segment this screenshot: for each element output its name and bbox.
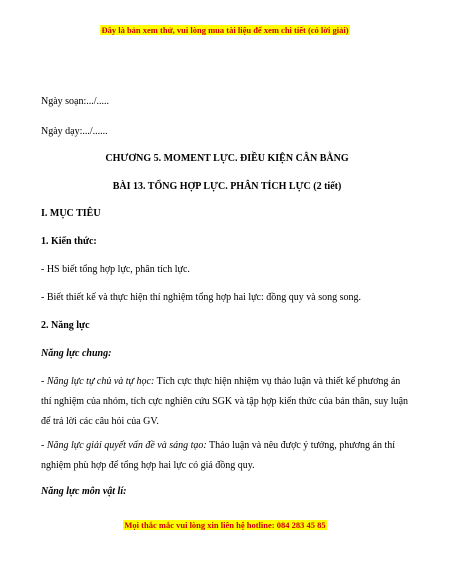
date-taught: Ngày dạy:.../...... [41, 126, 108, 137]
lesson-title: BÀI 13. TỔNG HỢP LỰC. PHÂN TÍCH LỰC (2 tiết) [112, 181, 342, 192]
physics-competence-heading: Năng lực môn vật lí: [41, 486, 127, 497]
footer-notice-text: Mọi thắc mắc vui lòng xin liên hệ hotline: 084 283 45 85 [124, 520, 326, 530]
subsection-knowledge: 1. Kiến thức: [41, 236, 97, 247]
problem-solving-paragraph [41, 436, 413, 476]
header-notice [0, 25, 450, 35]
problem-solving-label: - Năng lực giải quyết vấn đề và sáng tạo: [41, 440, 207, 451]
self-study-text: Tích cực thực hiện nhiệm vụ thảo luận và thiết kế phương án thí nghiệm của nhóm, tích cực nghiên cứu SGK và tập hợp kiến thức của bản thân, suy luận để trả lời các câu hỏi của GV. [41, 376, 409, 427]
problem-solving-text: Thảo luận và nêu được ý tưởng, phương án thí nghiệm phù hợp để tổng hợp hai lực có giá đồng quy. [41, 440, 395, 471]
header-notice-text: Đây là bản xem thử, vui lòng mua tài liệu để xem chi tiết (có lời giải) [101, 25, 349, 35]
footer-notice [0, 520, 450, 530]
subsection-competence: 2. Năng lực [41, 320, 90, 331]
date-prepared: Ngày soạn:.../..... [41, 96, 110, 107]
self-study-label: - Năng lực tự chủ và tự học: [41, 376, 155, 387]
knowledge-item-2: - Biết thiết kế và thực hiện thí nghiệm tổng hợp hai lực: đồng quy và song song. [41, 292, 361, 303]
chapter-title: CHƯƠNG 5. MOMENT LỰC. ĐIỀU KIỆN CÂN BẰNG [105, 153, 349, 164]
knowledge-item-1: - HS biết tổng hợp lực, phân tích lực. [41, 264, 190, 275]
self-study-paragraph [41, 372, 413, 432]
general-competence-heading: Năng lực chung: [41, 348, 112, 359]
section-heading-objectives: I. MỤC TIÊU [41, 208, 101, 219]
